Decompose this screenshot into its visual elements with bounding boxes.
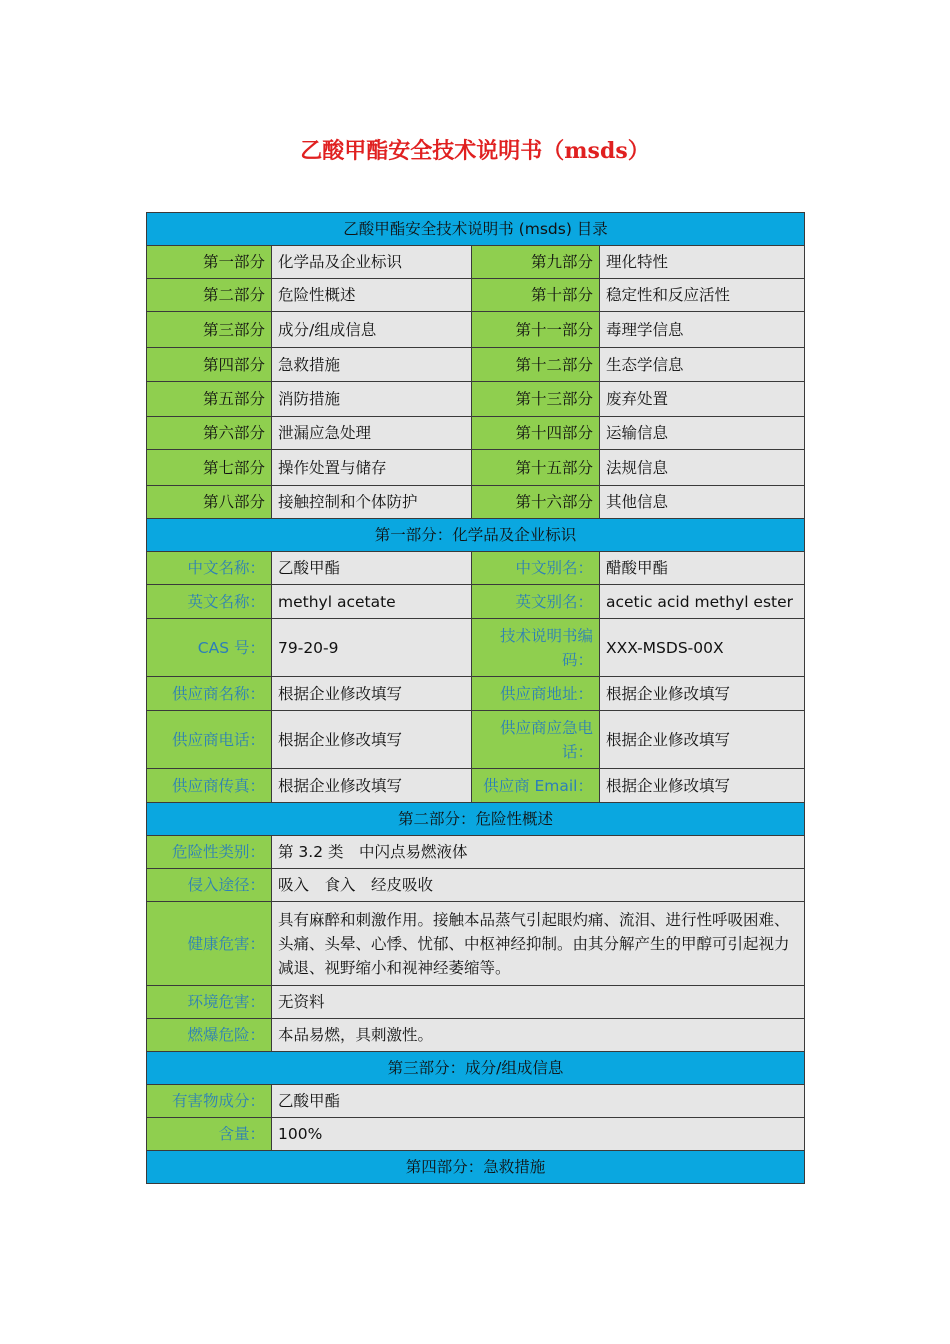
field-label: 英文名称： <box>147 585 272 619</box>
section-2-header: 第二部分：危险性概述 <box>147 803 805 836</box>
toc-part-number: 第十一部分 <box>472 312 600 348</box>
toc-part-number: 第七部分 <box>147 450 272 486</box>
toc-part-name: 生态学信息 <box>600 348 805 382</box>
field-label: 供应商电话： <box>147 711 272 769</box>
toc-part-name: 理化特性 <box>600 246 805 279</box>
field-label: 中文别名： <box>472 552 600 585</box>
toc-row <box>147 348 805 382</box>
document-title: 乙酸甲酯安全技术说明书（msds） <box>300 138 650 164</box>
field-label: 技术说明书编码： <box>472 619 600 677</box>
toc-part-number: 第八部分 <box>147 486 272 519</box>
toc-row <box>147 279 805 312</box>
field-value: 100% <box>272 1118 805 1151</box>
section-1-header: 第一部分：化学品及企业标识 <box>147 519 805 552</box>
section-4-header: 第四部分：急救措施 <box>147 1151 805 1184</box>
toc-part-number: 第六部分 <box>147 417 272 450</box>
toc-row <box>147 246 805 279</box>
toc-header: 乙酸甲酯安全技术说明书 (msds) 目录 <box>147 213 805 246</box>
field-label: 供应商 Email： <box>472 769 600 803</box>
section-3-header: 第三部分：成分/组成信息 <box>147 1052 805 1085</box>
toc-part-name: 运输信息 <box>600 417 805 450</box>
toc-part-number: 第十部分 <box>472 279 600 312</box>
field-value: 根据企业修改填写 <box>272 677 472 711</box>
field-label: 供应商地址： <box>472 677 600 711</box>
info-row <box>147 902 805 986</box>
toc-part-name: 其他信息 <box>600 486 805 519</box>
field-value: 醋酸甲酯 <box>600 552 805 585</box>
field-value: 乙酸甲酯 <box>272 1085 805 1118</box>
field-label: 侵入途径： <box>147 869 272 902</box>
toc-part-name: 急救措施 <box>272 348 472 382</box>
msds-table <box>146 212 805 1184</box>
field-label: 英文别名： <box>472 585 600 619</box>
info-row <box>147 986 805 1019</box>
field-label: 供应商应急电话： <box>472 711 600 769</box>
toc-part-name: 毒理学信息 <box>600 312 805 348</box>
field-value: 第 3.2 类 中闪点易燃液体 <box>272 836 805 869</box>
info-row <box>147 769 805 803</box>
toc-part-number: 第九部分 <box>472 246 600 279</box>
field-label: 健康危害： <box>147 902 272 986</box>
field-value: 本品易燃，具刺激性。 <box>272 1019 805 1052</box>
info-row <box>147 711 805 769</box>
info-row <box>147 1118 805 1151</box>
info-row <box>147 1085 805 1118</box>
field-value: 根据企业修改填写 <box>272 711 472 769</box>
toc-part-name: 稳定性和反应活性 <box>600 279 805 312</box>
field-label: 供应商名称： <box>147 677 272 711</box>
field-value: XXX-MSDS-00X <box>600 619 805 677</box>
info-row <box>147 1019 805 1052</box>
info-row <box>147 869 805 902</box>
field-label: 危险性类别： <box>147 836 272 869</box>
toc-part-number: 第十六部分 <box>472 486 600 519</box>
toc-row <box>147 417 805 450</box>
toc-row <box>147 450 805 486</box>
toc-part-name: 操作处置与储存 <box>272 450 472 486</box>
field-label: CAS 号： <box>147 619 272 677</box>
toc-row <box>147 486 805 519</box>
info-row <box>147 677 805 711</box>
toc-part-name: 泄漏应急处理 <box>272 417 472 450</box>
field-label: 环境危害： <box>147 986 272 1019</box>
toc-part-number: 第一部分 <box>147 246 272 279</box>
toc-part-number: 第十二部分 <box>472 348 600 382</box>
toc-part-name: 危险性概述 <box>272 279 472 312</box>
field-value: 根据企业修改填写 <box>600 769 805 803</box>
info-row <box>147 836 805 869</box>
toc-part-number: 第十三部分 <box>472 382 600 417</box>
field-label: 有害物成分： <box>147 1085 272 1118</box>
info-row <box>147 619 805 677</box>
field-value: 无资料 <box>272 986 805 1019</box>
field-value: 根据企业修改填写 <box>272 769 472 803</box>
toc-part-number: 第十五部分 <box>472 450 600 486</box>
info-row <box>147 552 805 585</box>
field-label: 中文名称： <box>147 552 272 585</box>
toc-part-number: 第三部分 <box>147 312 272 348</box>
field-value: 吸入 食入 经皮吸收 <box>272 869 805 902</box>
info-row <box>147 585 805 619</box>
field-value: 79-20-9 <box>272 619 472 677</box>
toc-part-name: 法规信息 <box>600 450 805 486</box>
field-label: 供应商传真： <box>147 769 272 803</box>
toc-row <box>147 312 805 348</box>
toc-row <box>147 382 805 417</box>
field-value: 具有麻醉和刺激作用。接触本品蒸气引起眼灼痛、流泪、进行性呼吸困难、头痛、头晕、心悸、忧郁、中枢神经抑制。由其分解产生的甲醇可引起视力减退、视野缩小和视神经萎缩等。 <box>272 902 805 986</box>
field-value: methyl acetate <box>272 585 472 619</box>
field-value: 根据企业修改填写 <box>600 677 805 711</box>
toc-part-number: 第十四部分 <box>472 417 600 450</box>
toc-part-number: 第二部分 <box>147 279 272 312</box>
toc-part-name: 消防措施 <box>272 382 472 417</box>
toc-part-number: 第四部分 <box>147 348 272 382</box>
field-label: 含量： <box>147 1118 272 1151</box>
toc-part-name: 废弃处置 <box>600 382 805 417</box>
toc-part-number: 第五部分 <box>147 382 272 417</box>
field-label: 燃爆危险： <box>147 1019 272 1052</box>
field-value: 乙酸甲酯 <box>272 552 472 585</box>
toc-part-name: 接触控制和个体防护 <box>272 486 472 519</box>
toc-part-name: 成分/组成信息 <box>272 312 472 348</box>
field-value: acetic acid methyl ester <box>600 585 805 619</box>
field-value: 根据企业修改填写 <box>600 711 805 769</box>
toc-part-name: 化学品及企业标识 <box>272 246 472 279</box>
